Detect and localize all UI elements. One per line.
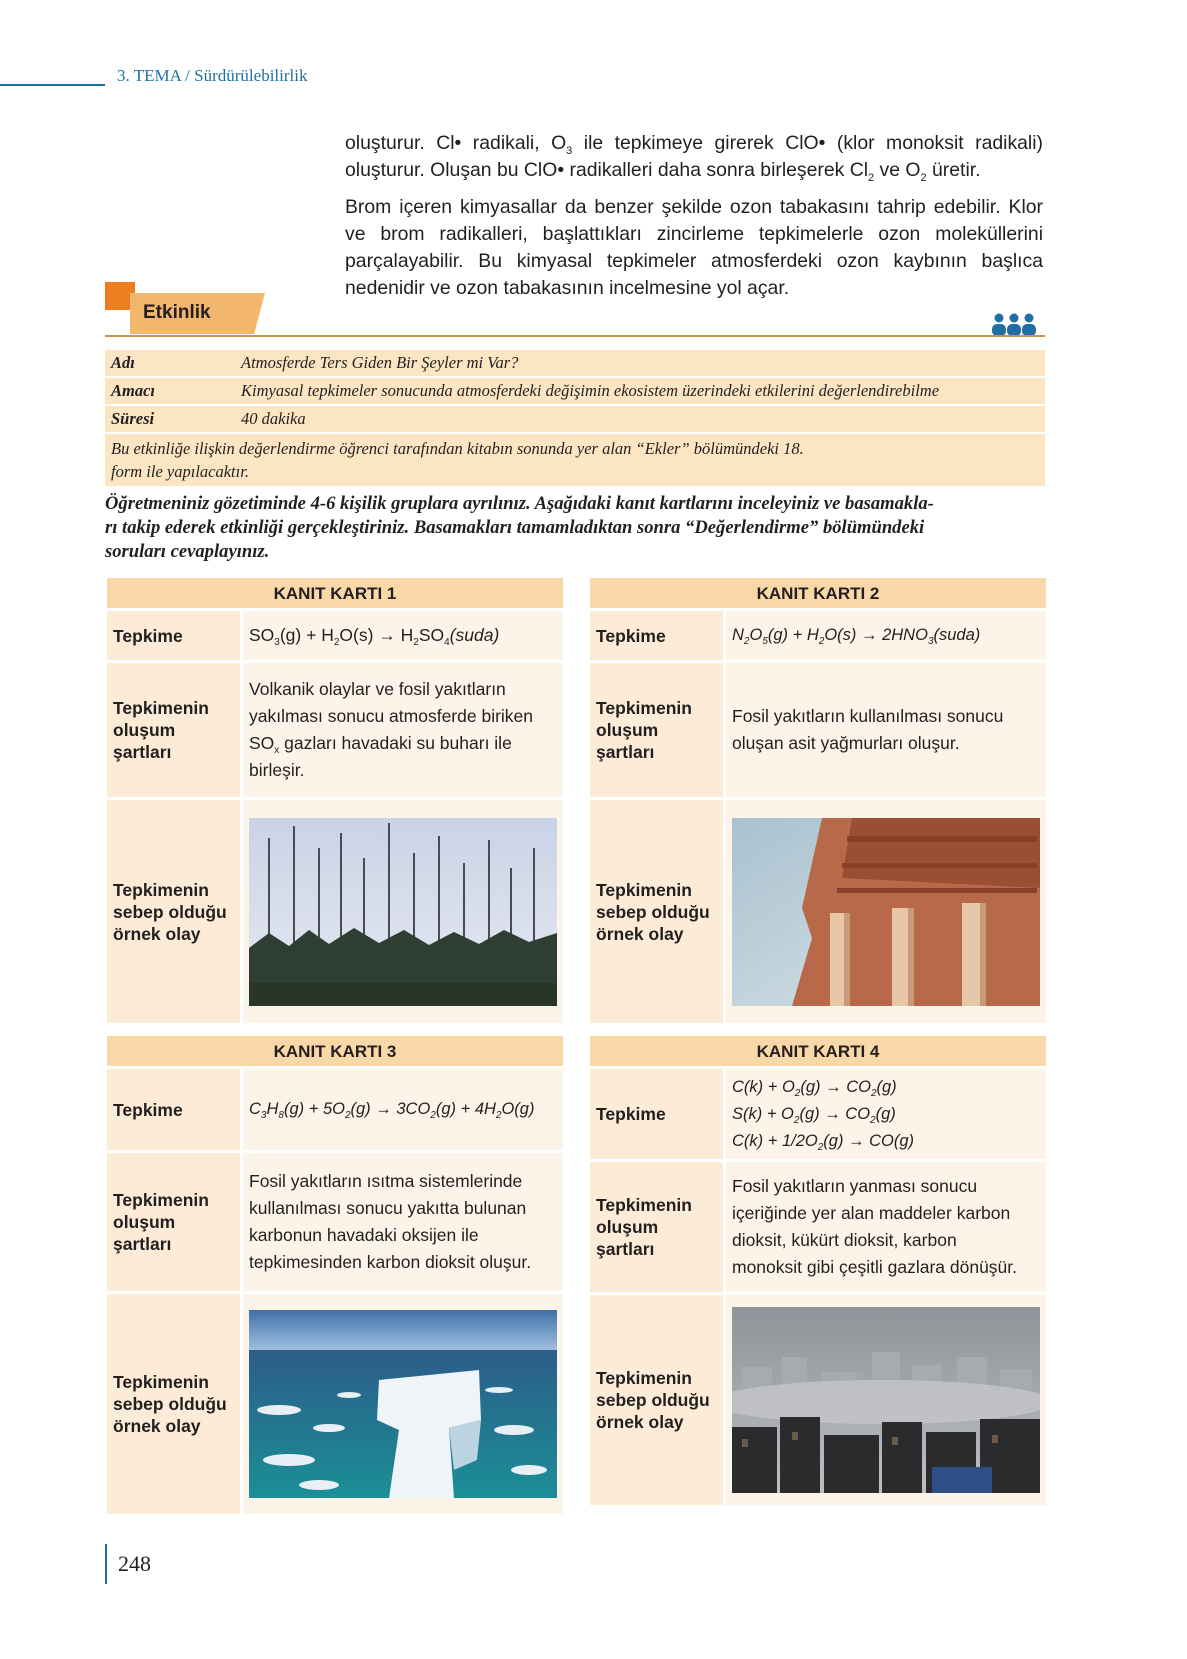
eroded-ancient-facade-photo xyxy=(732,818,1040,1006)
info-row-duration: Süresi 40 dakika xyxy=(105,406,1045,432)
conditions-label: Tepkimenin oluşum şartları xyxy=(107,1153,240,1291)
info-row-aim: Amacı Kimyasal tepkimeler sonucunda atmosferdeki değişimin ekosistem üzerindeki etkilerini değerlendirebilme xyxy=(105,378,1045,404)
info-row-note: Bu etkinliğe ilişkin değerlendirme öğrenci tarafından kitabın sonunda yer alan “Ekler” bölümündeki 18. form ile yapılacaktır. xyxy=(105,434,1045,486)
example-label: Tepkimenin sebep olduğu örnek olay xyxy=(590,800,723,1023)
activity-label: Etkinlik xyxy=(143,302,211,323)
paragraph-2: Brom içeren kimyasallar da benzer şekilde ozon tabakasını tahrip edebilir. Klor ve brom radikalleri, başlattıkları zincirleme tepkimelerle ozon moleküllerini parçalayabilir. Bu kimyasal tepkimeler atmosferdeki ozon kaybının başlıca nedenidir ve ozon tabakasının incelmesine yol açar. xyxy=(345,196,1043,299)
evidence-card-1 xyxy=(107,578,563,1023)
example-label: Tepkimenin sebep olduğu örnek olay xyxy=(107,800,240,1023)
running-header: 3. TEMA / Sürdürülebilirlik xyxy=(117,66,308,85)
example-image-cell xyxy=(726,800,1046,1023)
conditions-label: Tepkimenin oluşum şartları xyxy=(590,1162,723,1292)
card-title: KANIT KARTI 2 xyxy=(590,578,1046,608)
reaction-label: Tepkime xyxy=(590,611,723,660)
evidence-card-3 xyxy=(107,1036,563,1514)
card-title: KANIT KARTI 3 xyxy=(107,1036,563,1066)
conditions-text: Fosil yakıtların ısıtma sistemlerinde kullanılması sonucu yakıtta bulunan karbonun havadaki oksijen ile tepkimesinden karbon dioksit oluşur. xyxy=(243,1153,563,1291)
body-text xyxy=(345,130,1043,312)
conditions-text: Fosil yakıtların yanması sonucu içeriğinde yer alan maddeler karbon dioksit, kükürt dioksit, karbon monoksit gibi çeşitli gazlara dönüşür. xyxy=(726,1162,1046,1292)
reaction-equation: $C_3H_8(g) + 5O_2(g) \to 3CO_2(g) + 4H_2O(g)$ xyxy=(243,1069,563,1150)
dead-forest-photo xyxy=(249,818,557,1006)
card-title: KANIT KARTI 1 xyxy=(107,578,563,608)
example-image-cell xyxy=(243,1294,563,1514)
example-label: Tepkimenin sebep olduğu örnek olay xyxy=(590,1295,723,1505)
example-label: Tepkimenin sebep olduğu örnek olay xyxy=(107,1294,240,1514)
group-icon xyxy=(990,312,1038,337)
conditions-text: Fosil yakıtların kullanılması sonucu oluşan asit yağmurları oluşur. xyxy=(726,663,1046,797)
page-number: 248 xyxy=(118,1551,151,1576)
header-rule xyxy=(0,84,105,86)
evidence-card-2 xyxy=(590,578,1046,1023)
reaction-label: Tepkime xyxy=(590,1069,723,1159)
smog-city-photo xyxy=(732,1307,1040,1493)
reaction-equation: $C(k) + O_2(g) \to CO_2(g)$ $S(k) + O_2(g) \to CO_2(g)$ $C(k) + 1/2O_2(g) \to CO(g)$ xyxy=(726,1069,1046,1159)
example-image-cell xyxy=(726,1295,1046,1505)
card-title: KANIT KARTI 4 xyxy=(590,1036,1046,1066)
evidence-card-4 xyxy=(590,1036,1046,1505)
example-image-cell xyxy=(243,800,563,1023)
conditions-label: Tepkimenin oluşum şartları xyxy=(107,663,240,797)
reaction-equation: $N_2O_5(g) + H_2O(s)$ → $2HNO_3(suda)$ xyxy=(726,611,1046,660)
reaction-equation: $SO_3(g) + H_2O(s)$ → $H_2SO_4(suda)$ xyxy=(243,611,563,660)
melting-ice-photo xyxy=(249,1310,557,1498)
conditions-label: Tepkimenin oluşum şartları xyxy=(590,663,723,797)
paragraph-1: oluşturur. Cl• radikali, $O_3$ ile tepkimeye girerek ClO• (klor monoksit radikali) oluşturur. Oluşan bu ClO• radikalleri daha sonra birleşerek $Cl_2$ ve $O_2$ üretir. xyxy=(345,132,1043,184)
conditions-text: Volkanik olaylar ve fosil yakıtların yakılması sonucu atmosferde biriken $SO_x$ gazları havadaki su buharı ile birleşir. xyxy=(243,663,563,797)
page-number-rule xyxy=(105,1544,107,1584)
reaction-label: Tepkime xyxy=(107,1069,240,1150)
activity-rule xyxy=(105,335,1045,337)
activity-info-table xyxy=(105,348,1045,488)
reaction-label: Tepkime xyxy=(107,611,240,660)
activity-instructions: Öğretmeniniz gözetiminde 4-6 kişilik gruplara ayrılınız. Aşağıdaki kanıt kartlarını inceleyiniz ve basamakla- rı takip ederek etkinliği gerçekleştiriniz. Basamakları tamamladıktan sonra “Değerlendirme” bölümündeki soruları cevaplayınız. xyxy=(105,493,934,562)
info-row-name: Adı Atmosferde Ters Giden Bir Şeyler mi Var? xyxy=(105,350,1045,376)
